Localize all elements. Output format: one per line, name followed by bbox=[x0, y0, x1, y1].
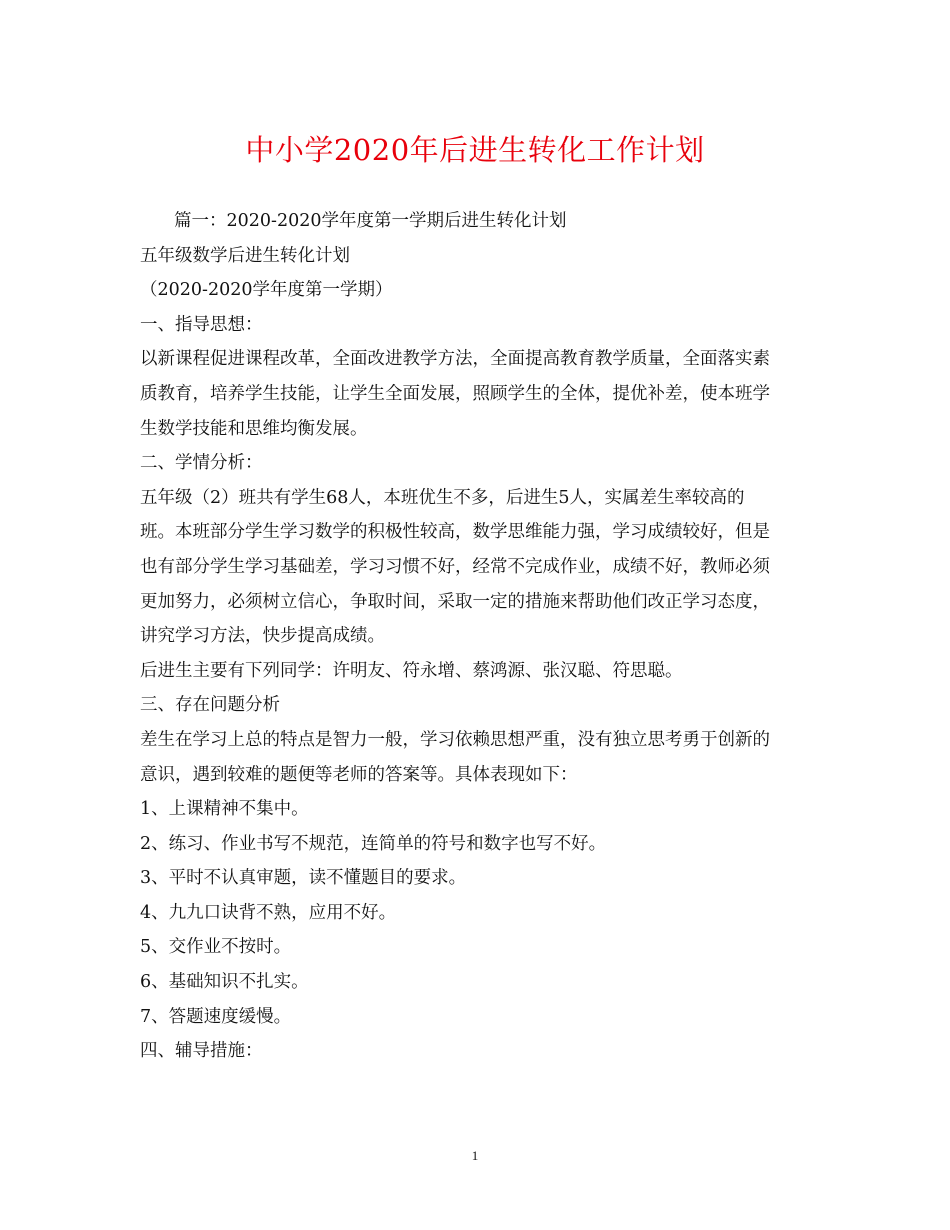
heading-tutoring-measures: 四、辅导措施： bbox=[140, 1041, 263, 1062]
heading-student-analysis: 二、学情分析： bbox=[140, 453, 263, 474]
plan-term: （2020-2020学年度第一学期） bbox=[140, 280, 393, 301]
document-body bbox=[140, 204, 812, 1069]
heading-guiding-thought: 一、指导思想： bbox=[140, 314, 263, 335]
paragraph-line: 差生在学习上总的特点是智力一般，学习依赖思想严重，没有独立思考勇于创新的 bbox=[140, 729, 770, 750]
student-list: 后进生主要有下列同学：许明友、符永增、蔡鸿源、张汉聪、符思聪。 bbox=[140, 660, 683, 681]
section-heading: 篇一：2020-2020学年度第一学期后进生转化计划 bbox=[174, 211, 567, 231]
list-item: 5、交作业不按时。 bbox=[140, 937, 292, 958]
plan-title: 五年级数学后进生转化计划 bbox=[140, 245, 350, 266]
heading-problem-analysis: 三、存在问题分析 bbox=[140, 695, 280, 716]
paragraph-line: 班。本班部分学生学习数学的积极性较高，数学思维能力强，学习成绩较好，但是 bbox=[140, 522, 770, 543]
page-number: 1 bbox=[471, 1148, 479, 1163]
list-item: 7、答题速度缓慢。 bbox=[140, 1006, 292, 1027]
document-title: 中小学2020年后进生转化工作计划 bbox=[245, 133, 705, 167]
list-item: 6、基础知识不扎实。 bbox=[140, 972, 309, 993]
paragraph-line: 五年级（2）班共有学生68人，本班优生不多，后进生5人，实属差生率较高的 bbox=[140, 487, 745, 508]
list-item: 3、平时不认真审题，读不懂题目的要求。 bbox=[140, 868, 467, 889]
paragraph-line: 讲究学习方法，快步提高成绩。 bbox=[140, 626, 385, 647]
paragraph-line: 以新课程促进课程改革，全面改进教学方法，全面提高教育教学质量，全面落实素 bbox=[140, 349, 770, 370]
list-item: 1、上课精神不集中。 bbox=[140, 799, 309, 820]
paragraph-line: 更加努力，必须树立信心，争取时间，采取一定的措施来帮助他们改正学习态度， bbox=[140, 591, 770, 612]
list-item: 4、九九口诀背不熟，应用不好。 bbox=[140, 902, 397, 923]
list-item: 2、练习、作业书写不规范，连简单的符号和数字也写不好。 bbox=[140, 833, 607, 854]
paragraph-line: 意识，遇到较难的题便等老师的答案等。具体表现如下： bbox=[140, 764, 578, 785]
paragraph-line: 生数学技能和思维均衡发展。 bbox=[140, 418, 368, 439]
paragraph-line: 质教育，培养学生技能，让学生全面发展，照顾学生的全体，提优补差，使本班学 bbox=[140, 383, 770, 404]
paragraph-line: 也有部分学生学习基础差，学习习惯不好，经常不完成作业，成绩不好，教师必须 bbox=[140, 556, 770, 577]
